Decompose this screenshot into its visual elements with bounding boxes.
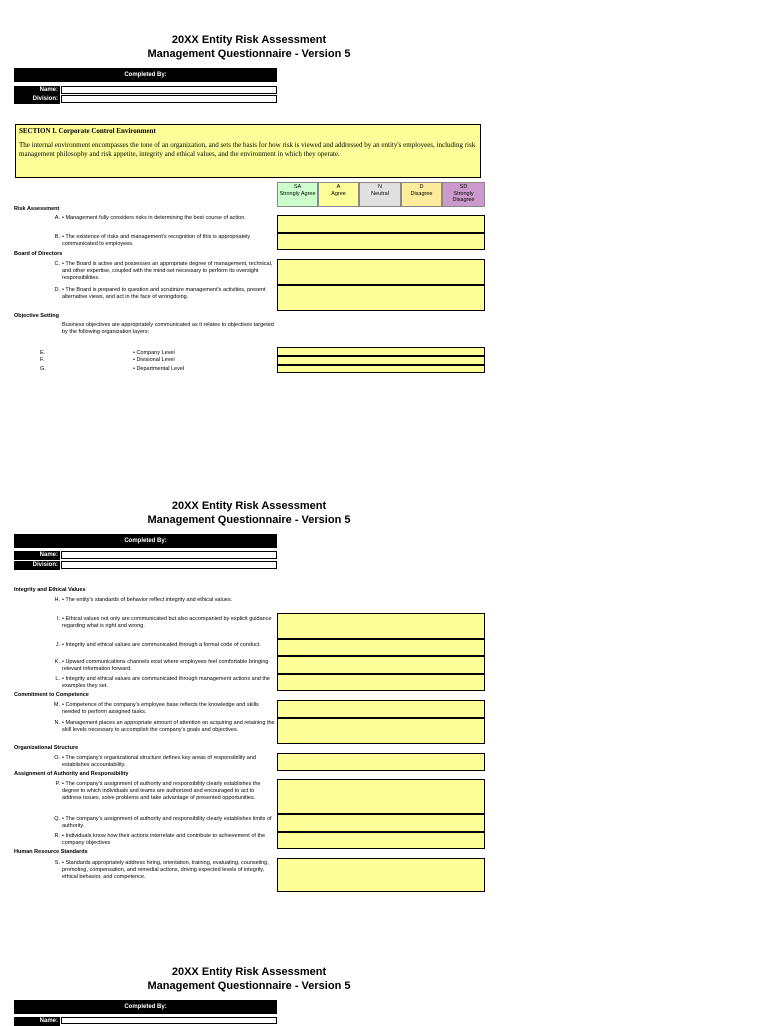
question-letter: I.	[56, 616, 60, 622]
answer-cell[interactable]	[277, 832, 485, 849]
name-label: Name:	[14, 551, 60, 560]
answer-cell[interactable]	[277, 718, 485, 744]
answer-cell[interactable]	[277, 814, 485, 832]
question-letter: P.	[55, 781, 60, 787]
rating-label: Disagree	[410, 190, 433, 197]
question-text: • Management fully considers risks in determining the best course of action.	[62, 215, 246, 221]
rating-label: Strongly Disagree	[452, 190, 475, 203]
category-heading: Commitment to Competence	[14, 692, 89, 698]
question-text: • Divisional Level	[133, 357, 175, 363]
question-text: • Integrity and ethical values are communicated through management actions and the examples they set.	[62, 676, 270, 689]
name-label: Name:	[14, 86, 60, 95]
name-label: Name:	[14, 1017, 60, 1026]
question-text: • The company's assignment of authority and responsibility clearly establishes limits of authority.	[62, 816, 272, 829]
rating-disagree	[401, 182, 442, 207]
question-letter: C.	[54, 261, 60, 267]
name-field[interactable]	[61, 551, 277, 559]
answer-cell[interactable]	[277, 356, 485, 365]
rating-abbr: A	[336, 184, 341, 190]
answer-cell[interactable]	[277, 753, 485, 771]
category-heading: Organizational Structure	[14, 745, 79, 751]
rating-abbr: SA	[293, 184, 302, 190]
category-heading: Human Resource Standards	[14, 849, 88, 855]
name-field[interactable]	[61, 86, 277, 94]
division-field[interactable]	[61, 561, 277, 569]
question-letter: R.	[54, 833, 60, 839]
question-text: • The existence of risks and management's recognition of this is appropriately communicated to employees.	[62, 234, 251, 247]
answer-cell[interactable]	[277, 347, 485, 356]
question-letter: K.	[54, 659, 60, 665]
question-letter: Q.	[54, 816, 60, 822]
question-letter: L.	[55, 676, 60, 682]
name-field[interactable]	[61, 1017, 277, 1024]
division-label: Division:	[14, 95, 60, 104]
rating-label: Neutral	[371, 190, 389, 197]
question-letter: O.	[54, 755, 60, 761]
page-subtitle: Management Questionnaire - Version 5	[147, 514, 351, 526]
page-title: 20XX Entity Risk Assessment	[171, 34, 327, 46]
rating-label: Strongly Agree	[279, 190, 316, 197]
question-letter: A.	[54, 215, 60, 221]
question-letter: B.	[54, 234, 60, 240]
page-subtitle: Management Questionnaire - Version 5	[147, 48, 351, 60]
rating-abbr: SD	[459, 184, 468, 190]
category-heading: Risk Assessment	[14, 206, 60, 212]
answer-cell[interactable]	[277, 674, 485, 691]
answer-cell[interactable]	[277, 259, 485, 285]
question-letter: F.	[40, 357, 45, 363]
rating-neutral	[359, 182, 401, 207]
section-heading: SECTION I. Corporate Control Environment	[19, 127, 156, 135]
question-text: • The entity's standards of behavior reflect integrity and ethical values.	[62, 597, 233, 603]
question-letter: S.	[54, 860, 60, 866]
rating-abbr: D	[419, 184, 424, 190]
question-text: • Departmental Level	[133, 366, 185, 372]
answer-cell[interactable]	[277, 285, 485, 311]
question-text: • The Board is prepared to question and scrutinize management's activities, present alternative views, and act in the face of wrongdoing.	[62, 287, 266, 300]
category-heading: Assignment of Authority and Responsibility	[14, 771, 129, 777]
question-text: • The Board is active and possesses an appropriate degree of management, technical, and other expertise, coupled with the mind-set necessary to perform its oversight responsibilities.	[62, 261, 273, 281]
answer-cell[interactable]	[277, 858, 485, 892]
completed-by-header: Completed By:	[14, 1000, 277, 1014]
section-intro-box	[15, 124, 481, 178]
rating-strongly-agree	[277, 182, 318, 207]
question-letter: G.	[40, 366, 46, 372]
question-text: • Individuals know how their actions interrelate and contribute to achievement of the company objectives	[62, 833, 266, 846]
question-letter: N.	[54, 720, 60, 726]
answer-cell[interactable]	[277, 233, 485, 250]
question-text: • The company's organizational structure defines key areas of responsibility and establishes accountability.	[62, 755, 256, 768]
question-letter: M.	[53, 702, 60, 708]
rating-agree	[318, 182, 359, 207]
rating-label: Agree	[331, 190, 346, 197]
completed-by-header: Completed By:	[14, 68, 277, 82]
category-heading: Objective Setting	[14, 313, 59, 319]
category-heading: Integrity and Ethical Values	[14, 587, 86, 593]
question-letter: H.	[54, 597, 60, 603]
rating-strongly-disagree	[442, 182, 485, 207]
question-letter: D.	[54, 287, 60, 293]
answer-cell[interactable]	[277, 700, 485, 718]
completed-by-header: Completed By:	[14, 534, 277, 548]
section-description: The internal environment encompasses the tone of an organization, and sets the basis for how risk is viewed and addressed by an entity's employees, including risk management philosophy and risk appetite, integrity and ethical values, and the environment in which they operate.	[19, 141, 476, 158]
question-text: • The company's assignment of authority and responsibility clearly establishes the degree to which individuals and teams are authorized and encouraged to act to address issues, solve problems and take advantage of presented opportunities.	[62, 781, 261, 801]
question-text: • Company Level	[133, 350, 175, 356]
page-subtitle: Management Questionnaire - Version 5	[147, 980, 351, 992]
objective-intro: Business objectives are appropriately communicated as it relates to objectives targeted by the following organization layers:	[62, 322, 274, 335]
question-text: • Integrity and ethical values are communicated through a formal code of conduct.	[62, 642, 261, 648]
question-text: • Standards appropriately address hiring, orientation, training, evaluating, counseling, promoting, compensation, and remedial actions, driving expected levels of integrity, ethical behavior, and competence.	[62, 860, 269, 880]
category-heading: Board of Directors	[14, 251, 63, 257]
page-title: 20XX Entity Risk Assessment	[171, 500, 327, 512]
question-text: • Competence of the company's employee base reflects the knowledge and skills needed to perform assigned tasks.	[62, 702, 259, 715]
answer-cell[interactable]	[277, 613, 485, 639]
answer-cell[interactable]	[277, 365, 485, 373]
question-letter: J.	[55, 642, 60, 648]
answer-cell[interactable]	[277, 215, 485, 233]
answer-cell[interactable]	[277, 639, 485, 656]
question-text: • Upward communications channels exist where employees feel comfortable bringing relevant information forward.	[62, 659, 269, 672]
page-title: 20XX Entity Risk Assessment	[171, 966, 327, 978]
question-letter: E.	[40, 350, 46, 356]
division-label: Division:	[14, 561, 60, 570]
question-text: • Ethical values not only are communicated but also accompanied by explicit guidance regarding what is right and wrong.	[62, 616, 272, 629]
question-text: • Management places an appropriate amount of attention on acquiring and retaining the skill levels necessary to accomplish the company's goals and objectives.	[62, 720, 275, 733]
answer-cell[interactable]	[277, 779, 485, 814]
rating-abbr: N	[378, 184, 382, 190]
division-field[interactable]	[61, 95, 277, 103]
answer-cell[interactable]	[277, 656, 485, 674]
